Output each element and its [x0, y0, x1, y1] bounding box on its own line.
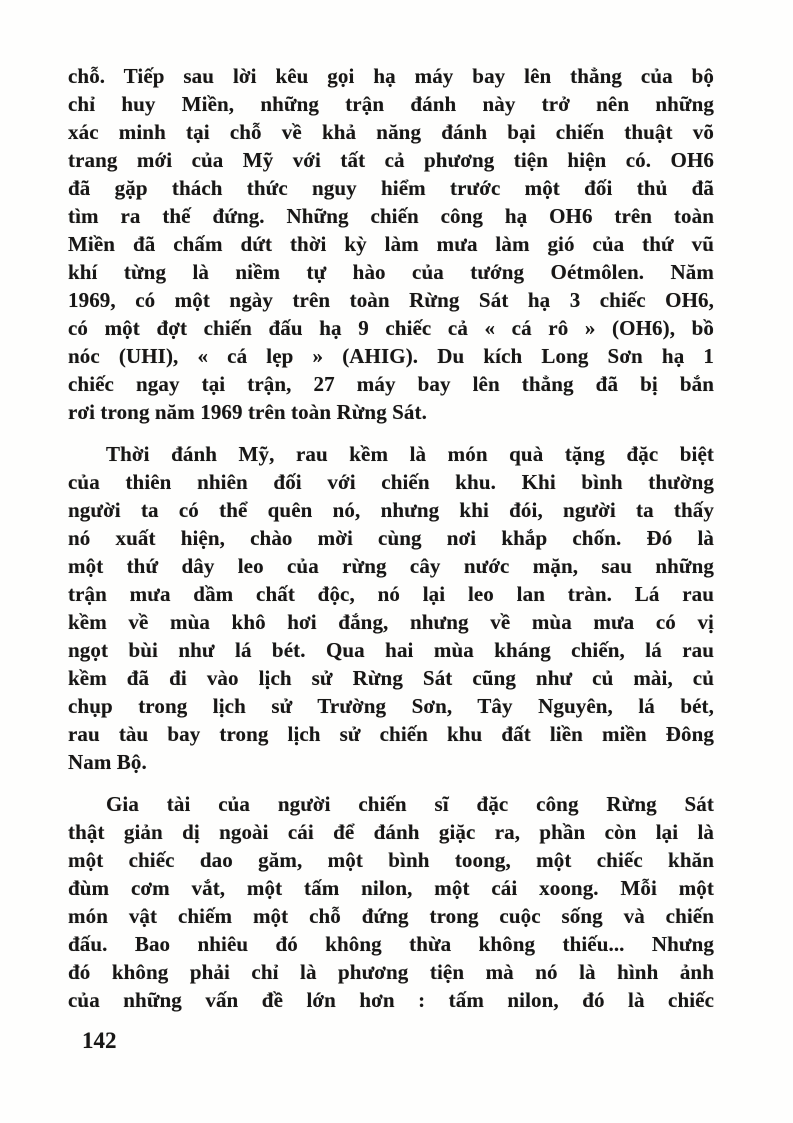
text-line: chỉ huy Miền, những trận đánh này trở nên những: [68, 92, 714, 116]
text-line: có một đợt chiến đấu hạ 9 chiếc cả « cá rô » (OH6), bồ: [68, 316, 714, 340]
paragraph: [68, 440, 714, 776]
text-line: khí từng là niềm tự hào của tướng Oétmôlen. Năm: [68, 260, 714, 284]
text-line: Miền đã chấm dứt thời kỳ làm mưa làm gió của thứ vũ: [68, 232, 714, 256]
text-line: rơi trong năm 1969 trên toàn Rừng Sát.: [68, 400, 427, 424]
text-line: trang mới của Mỹ với tất cả phương tiện hiện có. OH6: [68, 148, 714, 172]
text-line: kềm đã đi vào lịch sử Rừng Sát cũng như củ mài, củ: [68, 666, 714, 690]
text-line: một thứ dây leo của rừng cây nước mặn, sau những: [68, 554, 714, 578]
text-line: món vật chiếm một chỗ đứng trong cuộc sống và chiến: [68, 904, 714, 928]
text-line: chiếc ngay tại trận, 27 máy bay lên thẳng đã bị bắn: [68, 372, 714, 396]
text-line: xác minh tại chỗ về khả năng đánh bại chiến thuật võ: [68, 120, 714, 144]
text-line: đã gặp thách thức nguy hiểm trước một đối thủ đã: [68, 176, 714, 200]
text-line: chỗ. Tiếp sau lời kêu gọi hạ máy bay lên thẳng của bộ: [68, 64, 714, 88]
text-line: của thiên nhiên đối với chiến khu. Khi bình thường: [68, 470, 714, 494]
text-line: chụp trong lịch sử Trường Sơn, Tây Nguyên, lá bét,: [68, 694, 714, 718]
text-line: đùm cơm vắt, một tấm nilon, một cái xoong. Mỗi một: [68, 876, 714, 900]
page-number: 142: [82, 1028, 117, 1053]
text-block: [68, 62, 714, 1028]
text-line: một chiếc dao găm, một bình toong, một chiếc khăn: [68, 848, 714, 872]
text-line: nó xuất hiện, chào mời cùng nơi khắp chốn. Đó là: [68, 526, 714, 550]
text-line: tìm ra thế đứng. Những chiến công hạ OH6 trên toàn: [68, 204, 714, 228]
text-line: thật giản dị ngoài cái để đánh giặc ra, phần còn lại là: [68, 820, 714, 844]
text-line: đấu. Bao nhiêu đó không thừa không thiếu... Nhưng: [68, 932, 714, 956]
text-line: Gia tài của người chiến sĩ đặc công Rừng Sát: [106, 792, 714, 816]
text-line: Nam Bộ.: [68, 750, 147, 774]
text-line: Thời đánh Mỹ, rau kềm là món quà tặng đặc biệt: [106, 442, 714, 466]
text-line: 1969, có một ngày trên toàn Rừng Sát hạ 3 chiếc OH6,: [68, 288, 714, 312]
text-line: của những vấn đề lớn hơn : tấm nilon, đó là chiếc: [68, 988, 714, 1012]
text-line: đó không phải chỉ là phương tiện mà nó là hình ảnh: [68, 960, 714, 984]
text-line: rau tàu bay trong lịch sử chiến khu đất liền miền Đông: [68, 722, 714, 746]
text-line: kềm về mùa khô hơi đắng, nhưng về mùa mưa có vị: [68, 610, 714, 634]
text-line: trận mưa dầm chất độc, nó lại leo lan tràn. Lá rau: [68, 582, 714, 606]
text-line: người ta có thể quên nó, nhưng khi đói, người ta thấy: [68, 498, 714, 522]
text-line: nóc (UHI), « cá lẹp » (AHIG). Du kích Long Sơn hạ 1: [68, 344, 714, 368]
text-line: ngọt bùi như lá bét. Qua hai mùa kháng chiến, lá rau: [68, 638, 714, 662]
paragraph: [68, 790, 714, 1014]
paragraph: [68, 62, 714, 426]
